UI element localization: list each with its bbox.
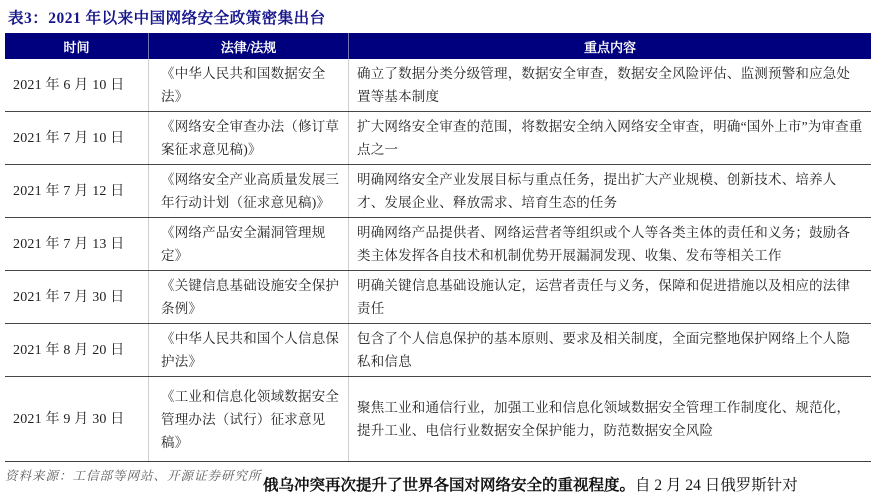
body-paragraph bbox=[263, 473, 798, 495]
cell-date: 2021 年 7 月 10 日 bbox=[13, 130, 125, 146]
policy-table bbox=[5, 33, 871, 462]
table-row bbox=[5, 376, 871, 461]
cell-content: 明确网络产品提供者、网络运营者等组织或个人等各类主体的责任和义务；鼓励各类主体发挥各自技术和机制优势开展漏洞发现、收集、发布等相关工作 bbox=[348, 218, 871, 270]
table-row bbox=[5, 111, 871, 164]
cell-law: 《关键信息基础设施安全保护条例》 bbox=[148, 271, 348, 323]
column-header-law: 法律/法规 bbox=[148, 33, 348, 59]
table-header-row bbox=[5, 33, 871, 59]
cell-date: 2021 年 9 月 30 日 bbox=[13, 411, 125, 427]
table-body bbox=[5, 59, 871, 461]
table-row bbox=[5, 59, 871, 111]
body-text-bold: 俄乌冲突再次提升了世界各国对网络安全的重视程度。 bbox=[263, 477, 636, 494]
table-title: 表3：2021 年以来中国网络安全政策密集出台 bbox=[8, 10, 326, 27]
cell-law: 《工业和信息化领域数据安全管理办法（试行）征求意见稿》 bbox=[148, 377, 348, 461]
cell-content: 明确网络安全产业发展目标与重点任务，提出扩大产业规模、创新技术、培养人才、发展企业、释放需求、培育生态的任务 bbox=[348, 165, 871, 217]
table-row bbox=[5, 323, 871, 376]
table-source: 资料来源：工信部等网站、开源证券研究所 bbox=[5, 469, 262, 483]
cell-date: 2021 年 7 月 12 日 bbox=[13, 183, 125, 199]
cell-content: 明确关键信息基础设施认定，运营者责任与义务，保障和促进措施以及相应的法律责任 bbox=[348, 271, 871, 323]
cell-law: 《网络安全产业高质量发展三年行动计划（征求意见稿)》 bbox=[148, 165, 348, 217]
column-header-content: 重点内容 bbox=[348, 33, 871, 59]
cell-law: 《网络产品安全漏洞管理规定》 bbox=[148, 218, 348, 270]
table-row bbox=[5, 270, 871, 323]
cell-law: 《中华人民共和国个人信息保护法》 bbox=[148, 324, 348, 376]
table-row bbox=[5, 217, 871, 270]
cell-content: 确立了数据分类分级管理，数据安全审查，数据安全风险评估、监测预警和应急处置等基本制度 bbox=[348, 59, 871, 111]
cell-content: 聚焦工业和通信行业，加强工业和信息化领域数据安全管理工作制度化、规范化，提升工业、电信行业数据安全保护能力，防范数据安全风险 bbox=[348, 377, 871, 461]
cell-date: 2021 年 7 月 30 日 bbox=[13, 289, 125, 305]
table-row bbox=[5, 164, 871, 217]
body-text-regular: 自 2 月 24 日俄罗斯针对 bbox=[635, 477, 798, 494]
cell-law: 《中华人民共和国数据安全法》 bbox=[148, 59, 348, 111]
cell-content: 包含了个人信息保护的基本原则、要求及相关制度，全面完整地保护网络上个人隐私和信息 bbox=[348, 324, 871, 376]
cell-date: 2021 年 6 月 10 日 bbox=[13, 77, 125, 93]
cell-date: 2021 年 7 月 13 日 bbox=[13, 236, 125, 252]
cell-content: 扩大网络安全审查的范围，将数据安全纳入网络安全审查，明确“国外上市”为审查重点之一 bbox=[348, 112, 871, 164]
column-header-time: 时间 bbox=[63, 39, 90, 55]
cell-date: 2021 年 8 月 20 日 bbox=[13, 342, 125, 358]
cell-law: 《网络安全审查办法（修订草案征求意见稿)》 bbox=[148, 112, 348, 164]
